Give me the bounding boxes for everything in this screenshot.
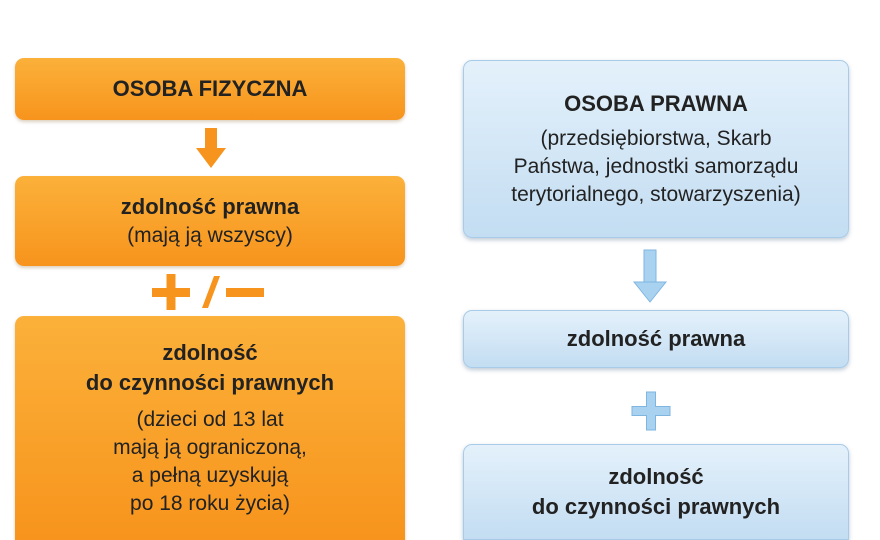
zdolnosc-do-czynnosci-fizyczna-note-1: (dzieci od 13 lat: [136, 408, 284, 431]
zdolnosc-prawna-fizyczna-title: zdolność prawna: [120, 194, 300, 219]
zdolnosc-do-czynnosci-fizyczna-box: [15, 316, 405, 540]
zdolnosc-do-czynnosci-fizyczna-title-1: zdolność: [162, 340, 258, 365]
zdolnosc-do-czynnosci-fizyczna-title-2: do czynności prawnych: [85, 370, 335, 395]
plus-icon: [632, 392, 670, 430]
zdolnosc-prawna-prawna-title: zdolność prawna: [566, 326, 746, 351]
osoba-prawna-title: OSOBA PRAWNA: [564, 91, 748, 116]
osoba-prawna-box: [463, 60, 849, 238]
zdolnosc-do-czynnosci-fizyczna-note-3: a pełną uzyskują: [131, 464, 289, 487]
zdolnosc-do-czynnosci-fizyczna-note-4: po 18 roku życia): [130, 492, 290, 515]
osoba-fizyczna-title: OSOBA FIZYCZNA: [112, 76, 308, 101]
osoba-prawna-note-2: Państwa, jednostki samorządu: [513, 155, 799, 178]
zdolnosc-prawna-prawna-box: [463, 310, 849, 368]
plus-minus-icon: [152, 274, 264, 310]
zdolnosc-do-czynnosci-prawna-box: [463, 444, 849, 540]
zdolnosc-do-czynnosci-fizyczna-note-2: mają ją ograniczoną,: [113, 436, 307, 459]
osoba-prawna-note-3: terytorialnego, stowarzyszenia): [511, 183, 801, 206]
zdolnosc-do-czynnosci-prawna-title-1: zdolność: [608, 464, 704, 489]
osoba-prawna-note-1: (przedsiębiorstwa, Skarb: [540, 127, 772, 150]
osoba-fizyczna-box: [15, 58, 405, 120]
zdolnosc-prawna-fizyczna-note: (mają ją wszyscy): [127, 224, 293, 247]
zdolnosc-do-czynnosci-prawna-title-2: do czynności prawnych: [531, 494, 781, 519]
arrow-down-icon: [196, 128, 226, 170]
zdolnosc-prawna-fizyczna-box: [15, 176, 405, 266]
arrow-down-icon: [634, 250, 666, 304]
